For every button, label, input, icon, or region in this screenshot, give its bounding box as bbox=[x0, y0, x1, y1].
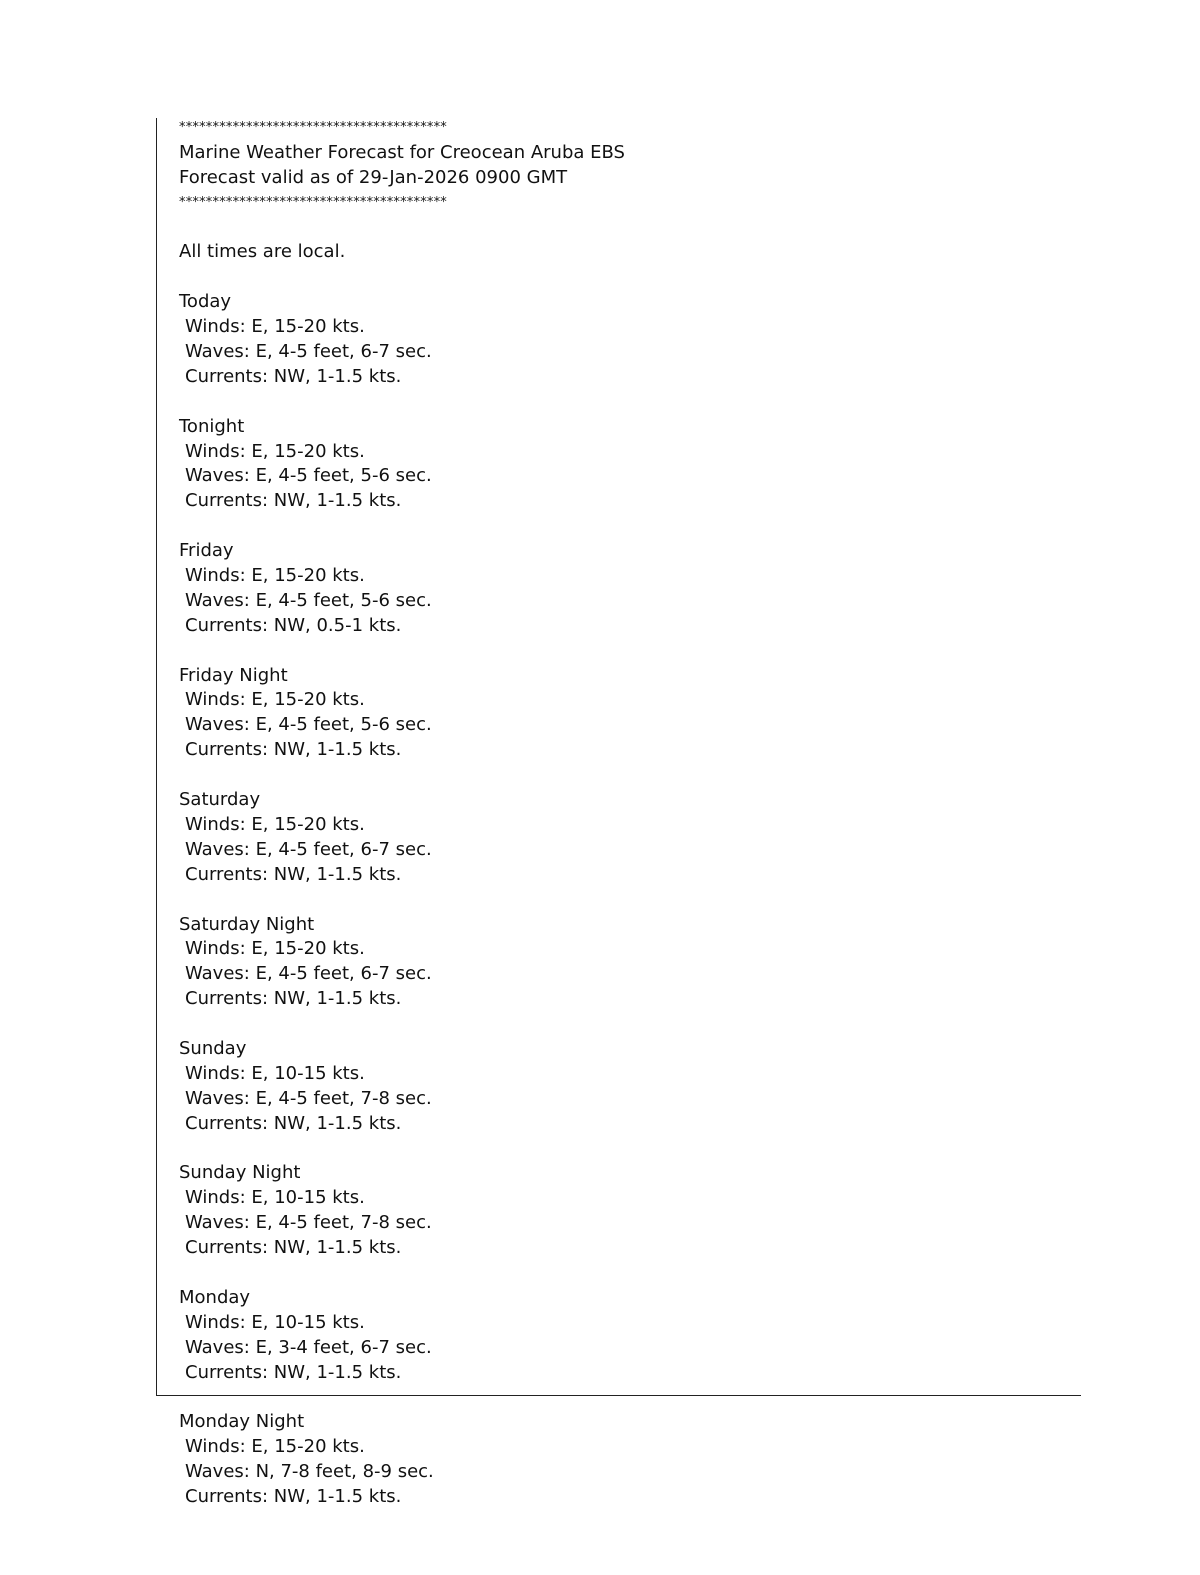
period-name: Saturday Night bbox=[179, 913, 315, 935]
currents-line: Currents: NW, 1-1.5 kts. bbox=[185, 739, 402, 761]
period-monday bbox=[179, 1286, 625, 1386]
winds-line: Winds: E, 15-20 kts. bbox=[185, 689, 365, 711]
currents-line: Currents: NW, 1-1.5 kts. bbox=[185, 1112, 402, 1134]
period-name: Sunday Night bbox=[179, 1162, 301, 1184]
waves-line: Waves: E, 4-5 feet, 5-6 sec. bbox=[185, 589, 432, 611]
currents-line: Currents: NW, 0.5-1 kts. bbox=[185, 614, 402, 636]
period-sunday bbox=[179, 1037, 625, 1137]
currents-line: Currents: NW, 1-1.5 kts. bbox=[185, 1485, 402, 1507]
currents-line: Currents: NW, 1-1.5 kts. bbox=[185, 988, 402, 1010]
winds-line: Winds: E, 15-20 kts. bbox=[185, 1436, 365, 1458]
waves-line: Waves: E, 4-5 feet, 5-6 sec. bbox=[185, 465, 432, 487]
period-name: Today bbox=[179, 291, 232, 313]
period-today bbox=[179, 290, 625, 390]
waves-line: Waves: N, 7-8 feet, 8-9 sec. bbox=[185, 1461, 434, 1483]
winds-line: Winds: E, 10-15 kts. bbox=[185, 1187, 365, 1209]
period-monday-night bbox=[179, 1410, 625, 1510]
winds-line: Winds: E, 15-20 kts. bbox=[185, 316, 365, 338]
period-name: Monday Night bbox=[179, 1411, 305, 1433]
header-stars-top: **************************************** bbox=[179, 120, 447, 135]
period-saturday-night bbox=[179, 913, 625, 1013]
period-friday bbox=[179, 539, 625, 639]
forecast-valid-time: Forecast valid as of 29-Jan-2026 0900 GMT bbox=[179, 166, 568, 188]
waves-line: Waves: E, 4-5 feet, 6-7 sec. bbox=[185, 963, 432, 985]
forecast-title: Marine Weather Forecast for Creocean Aruba EBS bbox=[179, 141, 625, 163]
waves-line: Waves: E, 3-4 feet, 6-7 sec. bbox=[185, 1336, 432, 1358]
waves-line: Waves: E, 4-5 feet, 5-6 sec. bbox=[185, 714, 432, 736]
waves-line: Waves: E, 4-5 feet, 7-8 sec. bbox=[185, 1087, 432, 1109]
time-note: All times are local. bbox=[179, 241, 346, 263]
waves-line: Waves: E, 4-5 feet, 6-7 sec. bbox=[185, 838, 432, 860]
period-name: Friday bbox=[179, 540, 234, 562]
period-name: Sunday bbox=[179, 1037, 247, 1059]
period-name: Tonight bbox=[179, 415, 245, 437]
period-friday-night bbox=[179, 664, 625, 764]
forecast-document bbox=[179, 116, 625, 1535]
currents-line: Currents: NW, 1-1.5 kts. bbox=[185, 490, 402, 512]
period-sunday-night bbox=[179, 1161, 625, 1261]
currents-line: Currents: NW, 1-1.5 kts. bbox=[185, 1361, 402, 1383]
winds-line: Winds: E, 15-20 kts. bbox=[185, 565, 365, 587]
period-name: Friday Night bbox=[179, 664, 288, 686]
period-name: Monday bbox=[179, 1286, 251, 1308]
winds-line: Winds: E, 15-20 kts. bbox=[185, 938, 365, 960]
period-name: Saturday bbox=[179, 789, 261, 811]
currents-line: Currents: NW, 1-1.5 kts. bbox=[185, 1237, 402, 1259]
currents-line: Currents: NW, 1-1.5 kts. bbox=[185, 863, 402, 885]
currents-line: Currents: NW, 1-1.5 kts. bbox=[185, 365, 402, 387]
waves-line: Waves: E, 4-5 feet, 7-8 sec. bbox=[185, 1212, 432, 1234]
period-saturday bbox=[179, 788, 625, 888]
period-tonight bbox=[179, 415, 625, 515]
winds-line: Winds: E, 15-20 kts. bbox=[185, 440, 365, 462]
frame-left-rule bbox=[156, 118, 157, 1396]
header-stars-bottom: **************************************** bbox=[179, 194, 447, 210]
waves-line: Waves: E, 4-5 feet, 6-7 sec. bbox=[185, 341, 432, 363]
winds-line: Winds: E, 10-15 kts. bbox=[185, 1311, 365, 1333]
winds-line: Winds: E, 10-15 kts. bbox=[185, 1062, 365, 1084]
winds-line: Winds: E, 15-20 kts. bbox=[185, 813, 365, 835]
